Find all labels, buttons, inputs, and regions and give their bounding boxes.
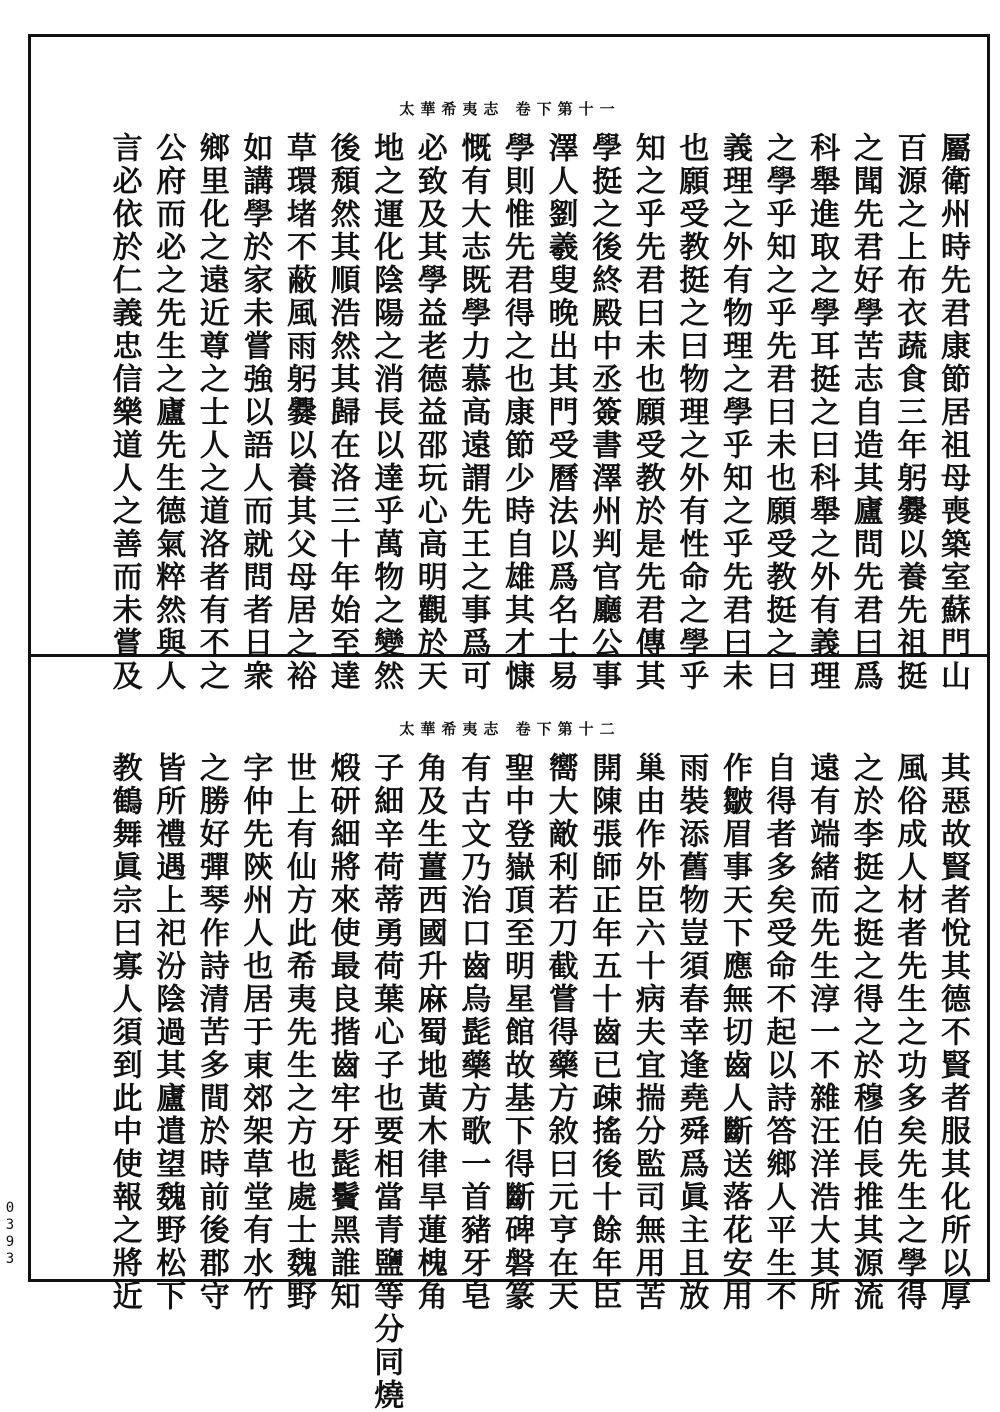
page-number: 0393 — [2, 1200, 18, 1268]
text-column: 雨裝添舊物豈須春幸逢堯舜爲眞主且放 — [673, 752, 709, 1313]
text-column: 後頹然其順浩然其歸在洛三十年始至達 — [324, 132, 360, 693]
text-column: 之學乎知之乎先君曰未也願受教挺之曰 — [760, 132, 796, 693]
text-column: 草環堵不蔽風雨躬爨以養其父母居之裕 — [281, 132, 316, 693]
text-column: 也願受教挺之曰物理之外有性命之學乎 — [673, 132, 709, 693]
text-column: 聖中登嶽頂至明星館故基下得斷碑磐篆 — [499, 752, 534, 1313]
top-page-header: 太華希夷志 卷下第十一 — [399, 100, 621, 118]
text-column: 嚮大敵利若刀截嘗得藥方敘曰元亨在天 — [542, 752, 578, 1313]
text-column: 義理之外有物理之學乎知之乎先君曰未 — [717, 132, 752, 693]
text-column: 言必依於仁義忠信樂道人之善而未嘗及 — [106, 132, 142, 693]
text-column: 之聞先君好學苦志自造其廬問先君曰爲 — [847, 132, 883, 693]
text-column: 公府而必之先生之廬先生德氣粹然與人 — [150, 132, 186, 693]
text-column: 開陳張師正年五十齒已疎搖後十餘年臣 — [586, 752, 622, 1313]
text-column: 學則惟先君得之也康節少時自雄其才慷 — [499, 132, 534, 693]
text-column: 風俗成人材者先生之功多矣先生之學得 — [891, 752, 927, 1313]
text-column: 作皺眉事天下應無切齒人斷送落花安用 — [717, 752, 752, 1313]
text-column: 其惡故賢者悅其德不賢者服其化所以厚 — [935, 752, 970, 1313]
text-column: 知之乎先君曰未也願受教於是先君傳其 — [629, 132, 665, 693]
bottom-page-header: 太華希夷志 卷下第十二 — [399, 720, 621, 738]
text-column: 遠有端緒而先生淳一不雜汪洋浩大其所 — [804, 752, 840, 1313]
text-column: 煅研細將來使最良揩齒牢牙髭鬢黑誰知 — [324, 752, 360, 1313]
text-column: 巢由作外臣六十病夫宜揣分監司無用苦 — [629, 752, 665, 1313]
text-column: 科舉進取之學耳挺之曰科舉之外有義理 — [804, 132, 840, 693]
text-column: 屬衛州時先君康節居祖母喪築室蘇門山 — [935, 132, 970, 693]
text-column: 百源之上布衣蔬食三年躬爨以養先祖挺 — [891, 132, 927, 693]
text-column: 字仲先陝州人也居于東郊架草堂有水竹 — [237, 752, 273, 1313]
text-column: 自得者多矣受命不起以詩答鄉人平生不 — [760, 752, 796, 1313]
text-column: 如講學於家未嘗強以語人而就問者日衆 — [237, 132, 273, 693]
text-column: 澤人劉羲叟晚出其門受曆法以爲名士易 — [542, 132, 578, 693]
text-column: 之於李挺之挺之得之於穆伯長推其源流 — [847, 752, 883, 1313]
text-column: 之勝好彈琴作詩清苦多間於時前後郡守 — [193, 752, 229, 1313]
text-column: 鄉里化之遠近尊之士人之道洛者有不之 — [193, 132, 229, 693]
text-column: 子細辛荷蒂勇荷葉心子也要相當青鹽等分同燒 — [368, 752, 404, 1412]
text-column: 皆所禮遇上祀汾陰過其廬遣望魏野松下 — [150, 752, 186, 1313]
text-column: 角及生薑西國升麻蜀地黃木律旱蓮槐角 — [411, 752, 447, 1313]
text-column: 必致及其學益老德益邵玩心高明觀於天 — [411, 132, 447, 693]
text-column: 學挺之後終殿中丞簽書澤州判官廳公事 — [586, 132, 622, 693]
text-column: 地之運化陰陽之消長以達乎萬物之變然 — [368, 132, 404, 693]
text-column: 教鶴舞眞宗曰寡人須到此中使報之將近 — [106, 752, 142, 1313]
text-column: 世上有仙方此希夷先生之方也處士魏野 — [281, 752, 316, 1313]
text-column: 慨有大志既學力慕高遠謂先王之事爲可 — [455, 132, 491, 693]
text-column: 有古文乃治口齒烏髭藥方歌一首豬牙皂 — [455, 752, 491, 1313]
